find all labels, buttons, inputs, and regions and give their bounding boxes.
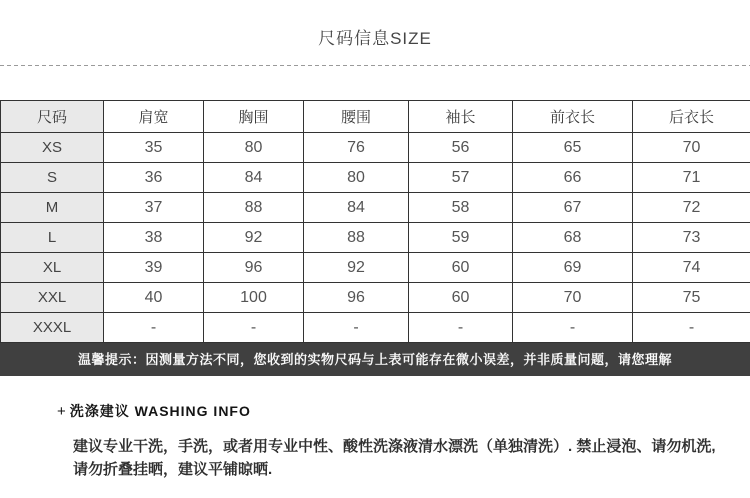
table-row bbox=[1, 193, 750, 223]
table-row bbox=[1, 223, 750, 253]
size-table bbox=[0, 100, 750, 343]
measurement-cell: 84 bbox=[204, 163, 304, 193]
measurement-cell: - bbox=[409, 313, 513, 343]
washing-info-heading bbox=[57, 401, 750, 421]
size-label-cell: XXXL bbox=[1, 313, 104, 343]
washing-instruction-line-1: 建议专业干洗，手洗，或者用专业中性、酸性洗涤液清水漂洗（单独清洗）. 禁止浸泡、请勿机洗, bbox=[73, 438, 716, 455]
measurement-cell: - bbox=[633, 313, 750, 343]
measurement-cell: 70 bbox=[513, 283, 633, 313]
measurement-cell: 35 bbox=[104, 133, 204, 163]
measurement-cell: 37 bbox=[104, 193, 204, 223]
measurement-cell: 58 bbox=[409, 193, 513, 223]
measurement-cell: - bbox=[204, 313, 304, 343]
table-row bbox=[1, 283, 750, 313]
measurement-cell: 76 bbox=[304, 133, 409, 163]
washing-instruction-line-2: 请勿折叠挂晒，建议平铺晾晒. bbox=[73, 461, 273, 478]
measurement-cell: 36 bbox=[104, 163, 204, 193]
size-label-cell: XS bbox=[1, 133, 104, 163]
dashed-divider bbox=[0, 65, 750, 67]
measurement-cell: 56 bbox=[409, 133, 513, 163]
measurement-cell: 57 bbox=[409, 163, 513, 193]
page-title: 尺码信息SIZE bbox=[318, 29, 432, 48]
measurement-cell: 100 bbox=[204, 283, 304, 313]
measurement-cell: 70 bbox=[633, 133, 750, 163]
measurement-cell: 96 bbox=[204, 253, 304, 283]
measurement-cell: - bbox=[513, 313, 633, 343]
measurement-cell: 80 bbox=[304, 163, 409, 193]
measurement-cell: 88 bbox=[304, 223, 409, 253]
column-header-2: 胸围 bbox=[204, 101, 304, 133]
column-header-6: 后衣长 bbox=[633, 101, 750, 133]
washing-info-heading-label: 洗涤建议 WASHING INFO bbox=[69, 403, 251, 419]
measurement-cell: 72 bbox=[633, 193, 750, 223]
measurement-cell: 92 bbox=[204, 223, 304, 253]
measurement-cell: 80 bbox=[204, 133, 304, 163]
measurement-cell: - bbox=[104, 313, 204, 343]
table-row bbox=[1, 313, 750, 343]
size-label-cell: XXL bbox=[1, 283, 104, 313]
measurement-cell: 38 bbox=[104, 223, 204, 253]
table-row bbox=[1, 253, 750, 283]
measurement-cell: 84 bbox=[304, 193, 409, 223]
measurement-cell: 71 bbox=[633, 163, 750, 193]
measurement-cell: 65 bbox=[513, 133, 633, 163]
measurement-cell: 66 bbox=[513, 163, 633, 193]
washing-info-body bbox=[57, 435, 750, 481]
column-header-3: 腰围 bbox=[304, 101, 409, 133]
measurement-cell: 92 bbox=[304, 253, 409, 283]
measurement-cell: 67 bbox=[513, 193, 633, 223]
plus-icon: + bbox=[57, 403, 67, 420]
column-header-5: 前衣长 bbox=[513, 101, 633, 133]
measurement-cell: - bbox=[304, 313, 409, 343]
size-table-header-row bbox=[1, 101, 750, 133]
measurement-cell: 96 bbox=[304, 283, 409, 313]
table-row bbox=[1, 163, 750, 193]
measurement-cell: 60 bbox=[409, 253, 513, 283]
measurement-cell: 88 bbox=[204, 193, 304, 223]
washing-info-section bbox=[0, 401, 750, 481]
notice-bar: 温馨提示：因测量方法不同，您收到的实物尺码与上表可能存在微小误差，并非质量问题，请您理解 bbox=[0, 343, 750, 376]
measurement-cell: 60 bbox=[409, 283, 513, 313]
measurement-cell: 59 bbox=[409, 223, 513, 253]
table-row bbox=[1, 133, 750, 163]
column-header-0: 尺码 bbox=[1, 101, 104, 133]
measurement-cell: 73 bbox=[633, 223, 750, 253]
column-header-1: 肩宽 bbox=[104, 101, 204, 133]
measurement-cell: 74 bbox=[633, 253, 750, 283]
column-header-4: 袖长 bbox=[409, 101, 513, 133]
size-label-cell: S bbox=[1, 163, 104, 193]
measurement-cell: 75 bbox=[633, 283, 750, 313]
measurement-cell: 40 bbox=[104, 283, 204, 313]
measurement-cell: 69 bbox=[513, 253, 633, 283]
measurement-cell: 39 bbox=[104, 253, 204, 283]
size-label-cell: XL bbox=[1, 253, 104, 283]
size-label-cell: M bbox=[1, 193, 104, 223]
measurement-cell: 68 bbox=[513, 223, 633, 253]
size-label-cell: L bbox=[1, 223, 104, 253]
size-table-body bbox=[1, 133, 750, 343]
